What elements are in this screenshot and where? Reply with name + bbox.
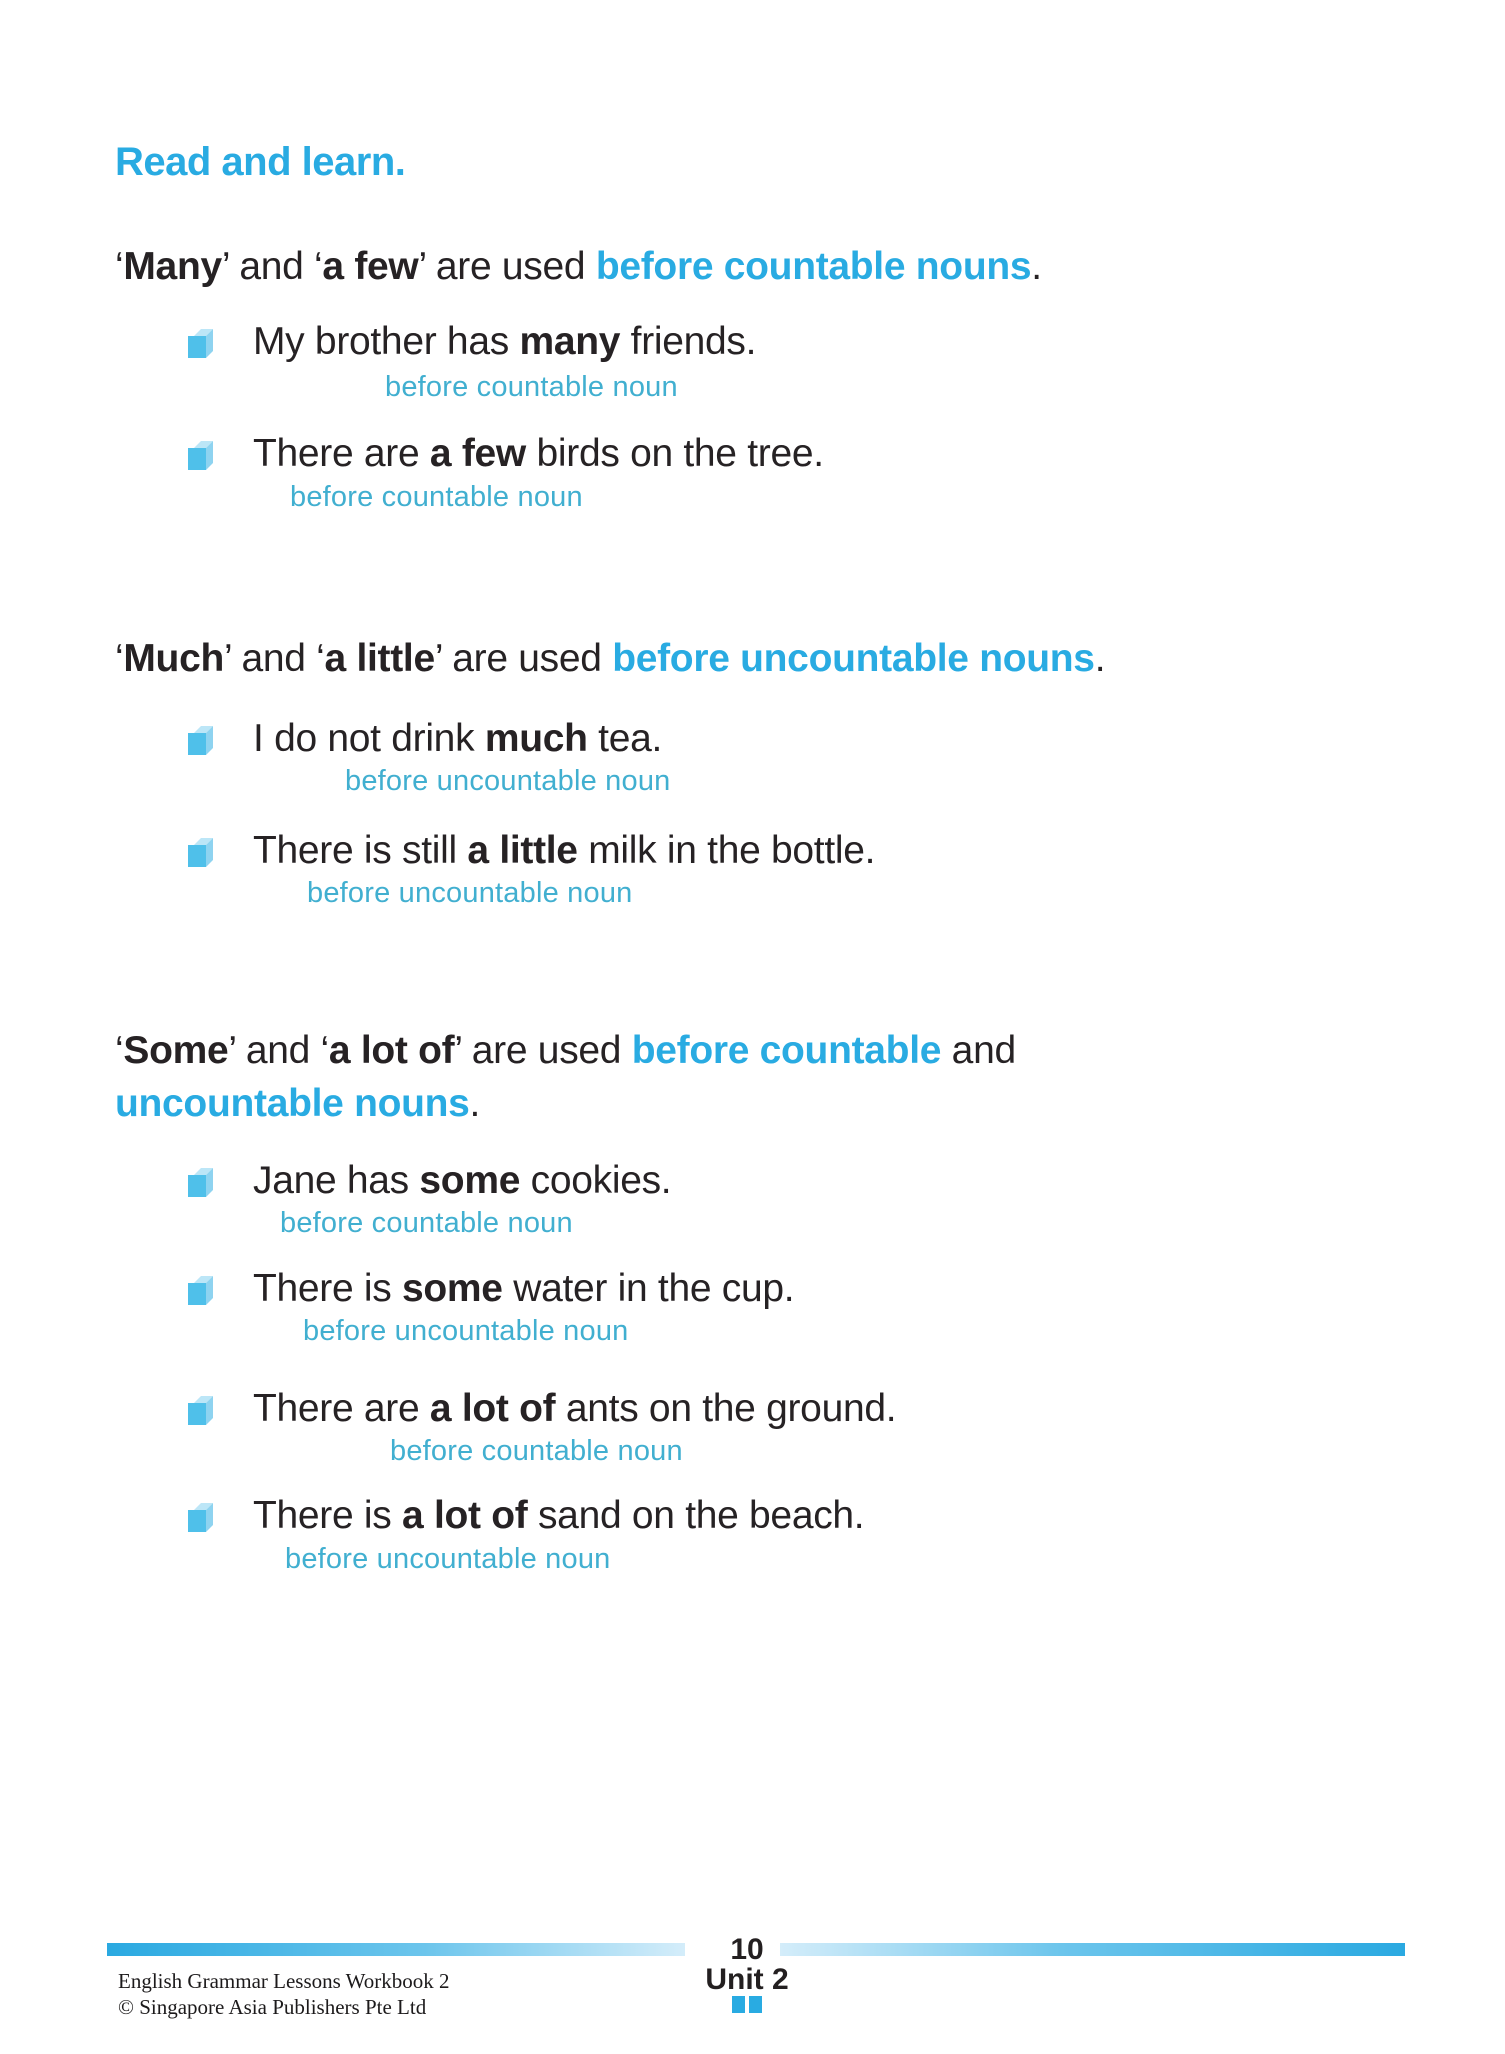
noun-type-label: before countable noun <box>290 481 583 513</box>
unit-marker-square <box>732 1996 745 2013</box>
footer-rule-right <box>780 1943 1405 1956</box>
rule-statement-much-a-little: ‘Much’ and ‘a little’ are used before uncountable nouns. <box>115 637 1106 680</box>
rule-statement-many-a-few: ‘Many’ and ‘a few’ are used before countable nouns. <box>115 245 1042 288</box>
footer-credits <box>118 1968 450 2020</box>
cube-bullet-icon <box>188 1276 213 1306</box>
cube-bullet-icon <box>188 1503 213 1533</box>
page-number: 10 <box>730 1933 764 1966</box>
example-sentence-text: I do not drink much tea. <box>253 717 663 760</box>
example-sentence <box>188 1387 896 1431</box>
noun-type-label: before uncountable noun <box>303 1315 629 1347</box>
example-sentence <box>188 1494 864 1538</box>
cube-bullet-icon <box>188 1396 213 1426</box>
example-sentence-text: My brother has many friends. <box>253 320 757 363</box>
footer-rule-left <box>107 1943 685 1956</box>
example-sentence-text: There are a few birds on the tree. <box>253 432 824 475</box>
rule-statement-some-a-lot-of-line1: ‘Some’ and ‘a lot of’ are used before countable and <box>115 1029 1016 1072</box>
example-sentence-text: Jane has some cookies. <box>253 1159 672 1202</box>
noun-type-label: before uncountable noun <box>345 765 671 797</box>
cube-bullet-icon <box>188 726 213 756</box>
example-sentence-text: There is some water in the cup. <box>253 1267 795 1310</box>
noun-type-label: before uncountable noun <box>307 877 633 909</box>
unit-marker-squares <box>672 1996 822 2013</box>
book-title: English Grammar Lessons Workbook 2 <box>118 1969 450 1993</box>
example-sentence <box>188 432 824 476</box>
noun-type-label: before uncountable noun <box>285 1543 611 1575</box>
noun-type-label: before countable noun <box>390 1435 683 1467</box>
example-sentence <box>188 717 662 761</box>
example-sentence <box>188 829 875 873</box>
page-title: Read and learn. <box>115 140 406 184</box>
copyright-line: © Singapore Asia Publishers Pte Ltd <box>118 1995 427 2019</box>
cube-bullet-icon <box>188 1168 213 1198</box>
unit-marker-square <box>749 1996 762 2013</box>
noun-type-label: before countable noun <box>385 371 678 403</box>
example-sentence <box>188 1267 794 1311</box>
cube-bullet-icon <box>188 441 213 471</box>
example-sentence <box>188 320 756 364</box>
unit-label: Unit 2 <box>705 1963 789 1996</box>
example-sentence-text: There is still a little milk in the bottle. <box>253 829 876 872</box>
rule-statement-some-a-lot-of-line2: uncountable nouns. <box>115 1082 481 1125</box>
noun-type-label: before countable noun <box>280 1207 573 1239</box>
example-sentence-text: There are a lot of ants on the ground. <box>253 1387 897 1430</box>
example-sentence-text: There is a lot of sand on the beach. <box>253 1494 865 1537</box>
example-sentence <box>188 1159 671 1203</box>
cube-bullet-icon <box>188 838 213 868</box>
cube-bullet-icon <box>188 329 213 359</box>
